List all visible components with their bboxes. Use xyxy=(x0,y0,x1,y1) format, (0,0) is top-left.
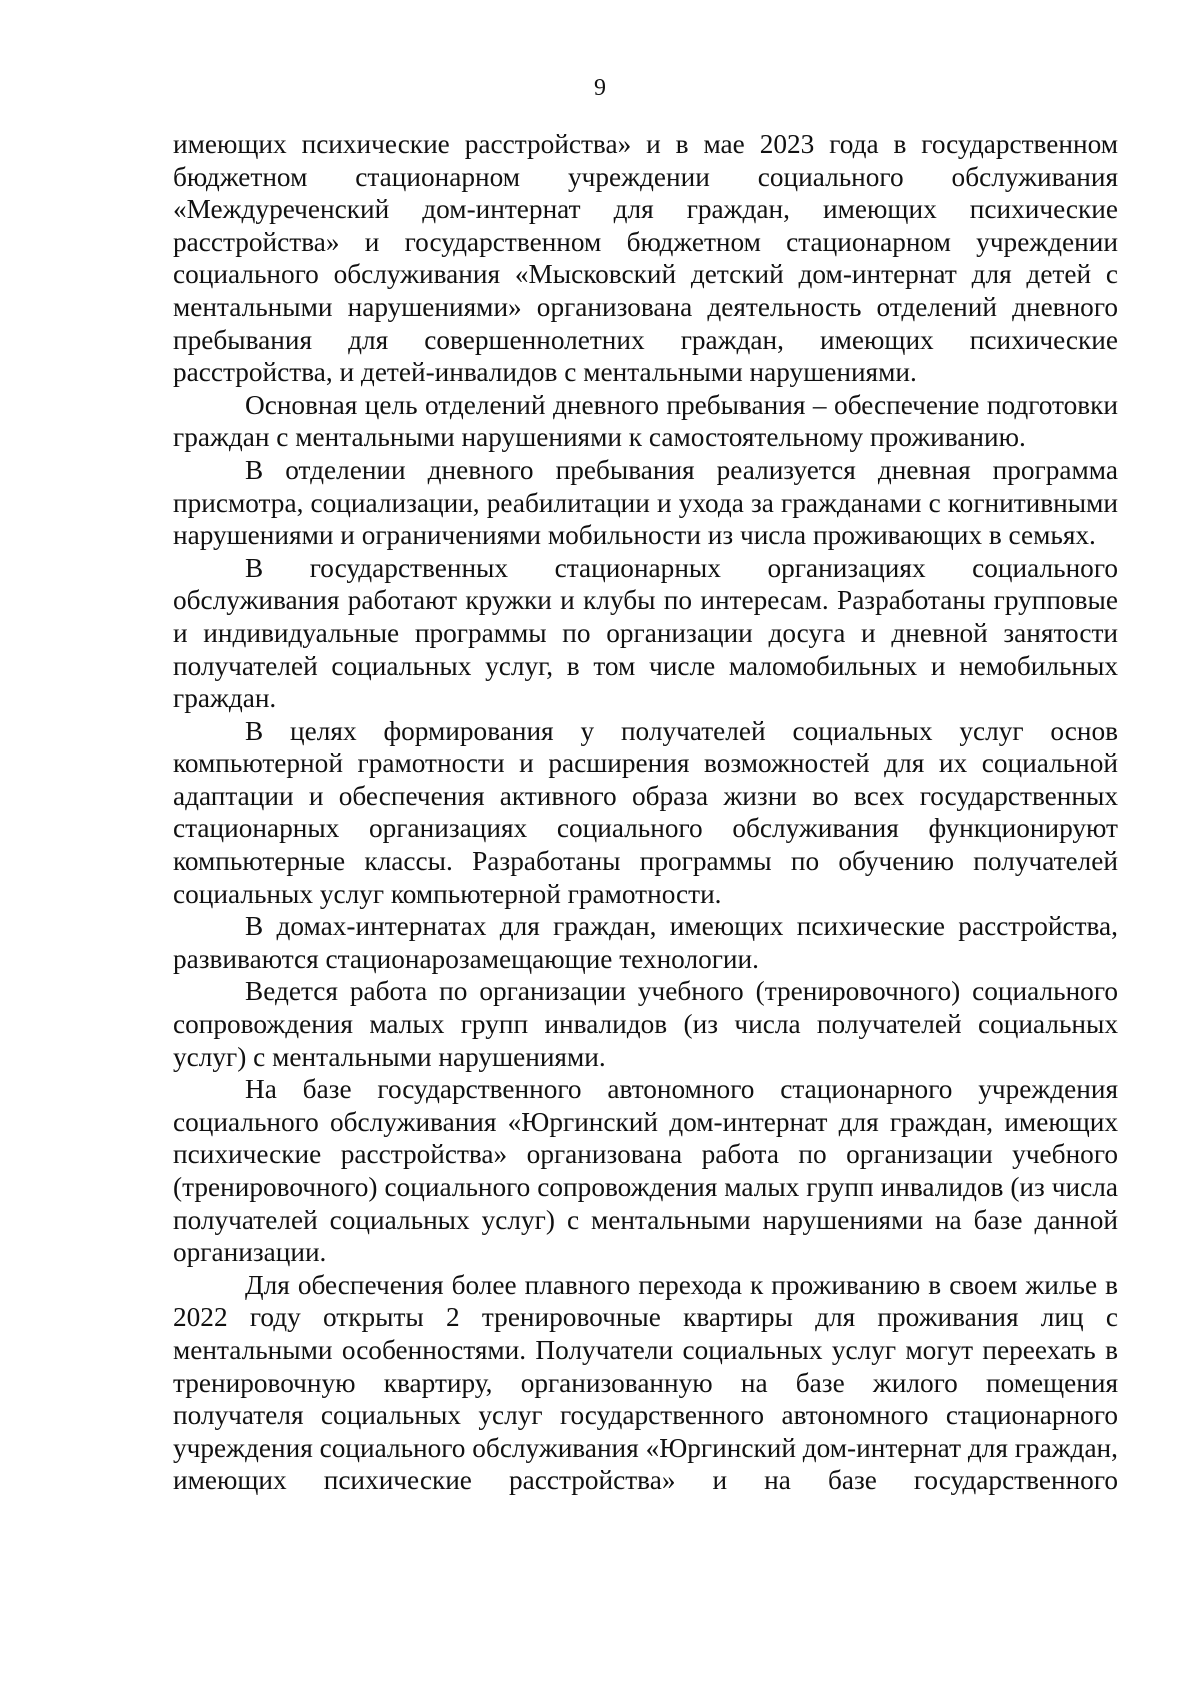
paragraph: В целях формирования у получателей социальных услуг основ компьютерной грамотности и расширения возможностей для их социальной адаптации и обеспечения активного образа жизни во всех государственных стационарных организациях социального обслуживания функционируют компьютерные классы. Разработаны программы по обучению получателей социальных услуг компьютерной грамотности. xyxy=(173,715,1118,909)
page-number: 9 xyxy=(594,75,606,101)
paragraph: имеющих психические расстройства» и в мае 2023 года в государственном бюджетном стационарном учреждении социального обслуживания «Междуреченский дом-интернат для граждан, имеющих психические расстройства» и государственном бюджетном стационарном учреждении социального обслуживания «Мысковский детский дом-интернат для детей с ментальными нарушениями» организована деятельность отделений дневного пребывания для совершеннолетних граждан, имеющих психические расстройства, и детей-инвалидов с ментальными нарушениями. xyxy=(173,129,1118,388)
paragraph: Для обеспечения более плавного перехода к проживанию в своем жилье в 2022 году открыты 2 тренировочные квартиры для проживания лиц с ментальными особенностями. Получатели социальных услуг могут переехать в тренировочную квартиру, организованную на базе жилого помещения получателя социальных услуг государственного автономного стационарного учреждения социального обслуживания «Юргинский дом-интернат для граждан, имеющих психические расстройства» и на базе государственного xyxy=(173,1269,1118,1496)
paragraph: В отделении дневного пребывания реализуется дневная программа присмотра, социализации, реабилитации и ухода за гражданами с когнитивными нарушениями и ограничениями мобильности из числа проживающих в семьях. xyxy=(173,454,1118,551)
paragraph: В домах-интернатах для граждан, имеющих психические расстройства, развиваются стационарозамещающие технологии. xyxy=(173,911,1118,974)
paragraph: В государственных стационарных организациях социального обслуживания работают кружки и клубы по интересам. Разработаны групповые и индивидуальные программы по организации досуга и дневной занятости получателей социальных услуг, в том числе маломобильных и немобильных граждан. xyxy=(173,552,1118,714)
paragraph: Ведется работа по организации учебного (тренировочного) социального сопровождения малых групп инвалидов (из числа получателей социальных услуг) с ментальными нарушениями. xyxy=(173,976,1118,1072)
document-body xyxy=(173,128,1118,1497)
paragraph: Основная цель отделений дневного пребывания – обеспечение подготовки граждан с ментальными нарушениями к самостоятельному проживанию. xyxy=(173,389,1118,453)
paragraph: На базе государственного автономного стационарного учреждения социального обслуживания «Юргинский дом-интернат для граждан, имеющих психические расстройства» организована работа по организации учебного (тренировочного) социального сопровождения малых групп инвалидов (из числа получателей социальных услуг) с ментальными нарушениями на базе данной организации. xyxy=(173,1074,1118,1268)
